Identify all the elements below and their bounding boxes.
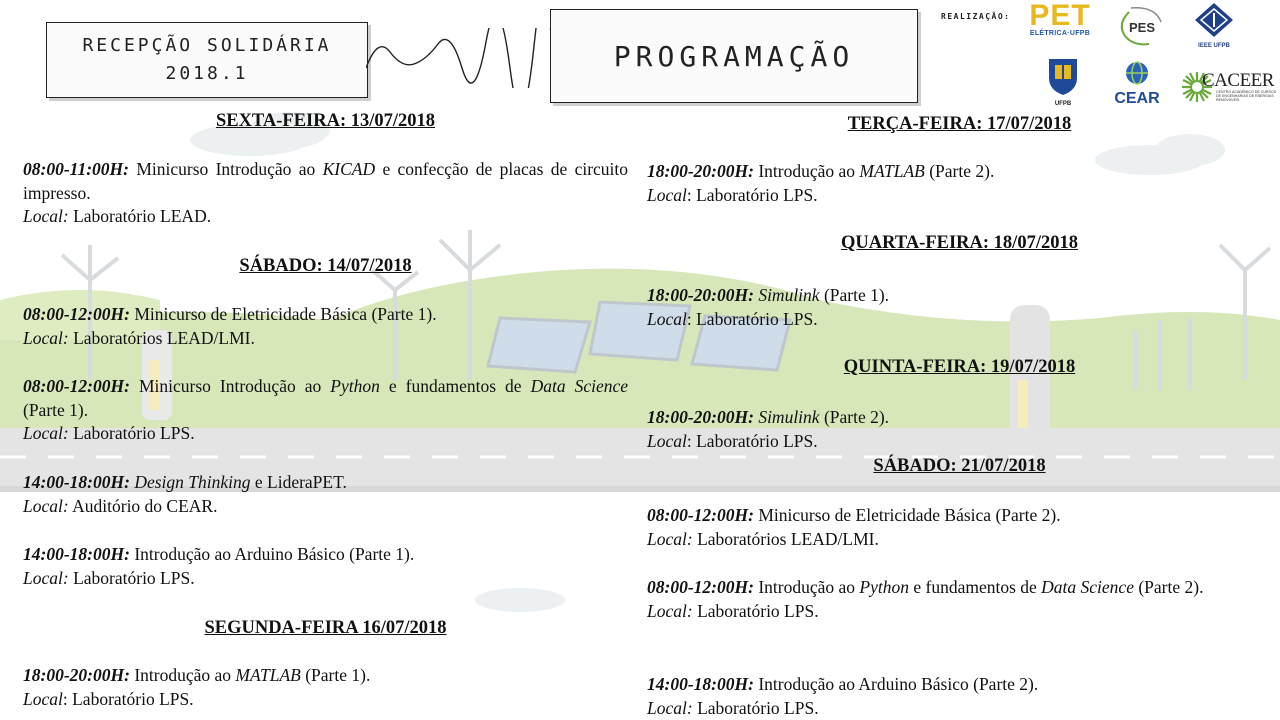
entry-text: Introdução ao Arduino Básico (Parte 1). — [134, 544, 415, 564]
entry-text: e fundamentos de — [913, 577, 1037, 597]
pet-logo-text: PET — [1029, 0, 1091, 32]
entry-text: Minicurso Introdução ao — [138, 376, 322, 396]
entry-local-label: Local: — [647, 697, 693, 718]
caceer-logo-subtitle: CENTRO ACADÊMICO DE CURSOS DE ENGENHARIAS DE ENERGIAS RENOVÁVEIS — [1216, 90, 1277, 102]
entry-local: : Laboratório LPS. — [686, 308, 818, 329]
day-heading-quarta: QUARTA-FEIRA: 18/07/2018 — [841, 233, 1078, 253]
realizacao-label: REALIZAÇÃO: — [941, 12, 1011, 21]
entry-text: Introdução ao — [758, 577, 856, 597]
entry-text: e confecção de placas de circuito impresso. — [23, 159, 629, 203]
entry-time: 08:00-12:00H: — [23, 376, 130, 396]
entry-local-label: Local — [647, 308, 687, 329]
schedule-entry — [23, 303, 628, 350]
entry-time: 08:00-11:00H: — [23, 159, 129, 179]
pes-logo-text: PES — [1129, 20, 1156, 35]
cear-globe-icon — [1124, 60, 1150, 86]
entry-text: e fundamentos de — [388, 376, 522, 396]
event-name-box — [46, 22, 368, 98]
entry-local: : Laboratório LPS. — [686, 184, 818, 205]
entry-local-label: Local: — [23, 327, 69, 348]
entry-time: 18:00-20:00H: — [647, 161, 754, 181]
wave-connector — [366, 28, 552, 88]
entry-text-italic: KICAD — [322, 159, 376, 179]
entry-text: (Parte 1). — [23, 399, 89, 420]
entry-text: Minicurso de Eletricidade Básica (Parte 1). — [134, 304, 437, 324]
entry-text: Minicurso de Eletricidade Básica (Parte 2). — [758, 505, 1061, 525]
caceer-logo — [1180, 70, 1280, 106]
event-edition: 2018.1 — [165, 63, 249, 84]
entry-local: Laboratório LPS. — [73, 567, 195, 588]
entry-local: Laboratórios LEAD/LMI. — [697, 528, 879, 549]
day-heading-sexta: SEXTA-FEIRA: 13/07/2018 — [215, 111, 436, 131]
entry-local: Laboratório LPS. — [73, 423, 195, 443]
entry-text-italic: Simulink — [758, 407, 820, 427]
entry-text-italic: MATLAB — [235, 665, 301, 685]
entry-local-label: Local: — [23, 567, 69, 588]
schedule-entry — [23, 543, 628, 590]
entry-time: 08:00-12:00H: — [23, 304, 130, 324]
pet-eletrica-logo — [1028, 2, 1092, 37]
entry-local-label: Local: — [23, 495, 69, 516]
entry-text: (Parte 1). — [823, 285, 890, 305]
ufpb-logo — [1046, 56, 1080, 107]
schedule-entry — [647, 673, 1272, 720]
schedule-entry — [647, 160, 1272, 207]
entry-time: 14:00-18:00H: — [647, 674, 754, 694]
entry-text-italic: Python — [859, 577, 909, 597]
entry-local: Laboratórios LEAD/LMI. — [73, 327, 255, 348]
entry-text: (Parte 1). — [305, 665, 371, 685]
cear-logo-label: CEAR — [1114, 90, 1160, 107]
ufpb-logo-label: UFPB — [1054, 101, 1072, 107]
schedule-entry — [23, 664, 628, 711]
entry-text: Minicurso Introdução ao — [136, 159, 316, 179]
page-title: PROGRAMAÇÃO — [550, 9, 918, 103]
entry-text-italic: Simulink — [758, 285, 820, 305]
ieee-ufpb-logo — [1192, 2, 1236, 49]
entry-time: 14:00-18:00H: — [23, 472, 130, 492]
day-heading-quinta: QUINTA-FEIRA: 19/07/2018 — [843, 357, 1076, 377]
entry-text-italic: Python — [330, 376, 380, 396]
entry-local: Auditório do CEAR. — [72, 495, 218, 516]
pet-logo-subtext: ELÉTRICA·UFPB — [1029, 30, 1091, 37]
entry-local-label: Local — [23, 688, 63, 709]
entry-local: Laboratório LPS. — [697, 697, 819, 718]
entry-local-label: Local: — [647, 528, 693, 549]
entry-local-label: Local: — [23, 423, 69, 443]
entry-text: e LideraPET. — [254, 472, 347, 492]
entry-text: (Parte 2). — [929, 161, 995, 181]
entry-time: 08:00-12:00H: — [647, 505, 754, 525]
entry-time: 18:00-20:00H: — [23, 665, 130, 685]
ieee-pes-logo — [1115, 4, 1171, 50]
entry-text: Introdução ao Arduino Básico (Parte 2). — [758, 674, 1039, 694]
ufpb-shield-icon — [1046, 56, 1080, 96]
schedule-entry — [647, 406, 1272, 453]
entry-local: : Laboratório LPS. — [62, 688, 194, 709]
cear-logo — [1112, 60, 1162, 107]
schedule-entry — [23, 471, 628, 518]
entry-time: 18:00-20:00H: — [647, 285, 754, 305]
entry-text: (Parte 2). — [823, 407, 890, 427]
entry-text-italic: Design Thinking — [134, 472, 251, 492]
day-heading-sabado-14: SÁBADO: 14/07/2018 — [239, 256, 412, 276]
schedule-entry — [23, 375, 628, 446]
entry-local: Laboratório LEAD. — [73, 206, 212, 226]
schedule-entry — [647, 576, 1272, 623]
entry-local-label: Local — [647, 430, 687, 451]
entry-local: : Laboratório LPS. — [686, 430, 818, 451]
entry-local-label: Local — [647, 184, 687, 205]
day-heading-segunda: SEGUNDA-FEIRA 16/07/2018 — [204, 618, 447, 638]
entry-text-italic: Data Science — [530, 376, 629, 396]
entry-local-label: Local: — [23, 206, 69, 226]
entry-text-italic: Data Science — [1041, 577, 1134, 597]
schedule-entry — [23, 158, 628, 229]
ieee-diamond-icon — [1194, 2, 1234, 38]
entry-text: Introdução ao — [758, 161, 856, 181]
entry-time: 18:00-20:00H: — [647, 407, 754, 427]
day-heading-sabado-21: SÁBADO: 21/07/2018 — [873, 456, 1046, 476]
entry-local: Laboratório LPS. — [697, 600, 819, 621]
entry-time: 14:00-18:00H: — [23, 544, 130, 564]
schedule-entry — [647, 284, 1272, 331]
caceer-logo-label: CACEER — [1202, 70, 1274, 91]
event-name: RECEPÇÃO SOLIDÁRIA — [82, 35, 332, 56]
entry-local-label: Local: — [647, 600, 693, 621]
ieee-logo-label: IEEE UFPB — [1198, 43, 1230, 49]
entry-text: (Parte 2). — [1138, 577, 1204, 597]
schedule-entry — [647, 504, 1272, 551]
entry-text-italic: MATLAB — [859, 161, 925, 181]
entry-text: Introdução ao — [134, 665, 232, 685]
entry-time: 08:00-12:00H: — [647, 577, 754, 597]
day-heading-terca: TERÇA-FEIRA: 17/07/2018 — [847, 114, 1072, 134]
